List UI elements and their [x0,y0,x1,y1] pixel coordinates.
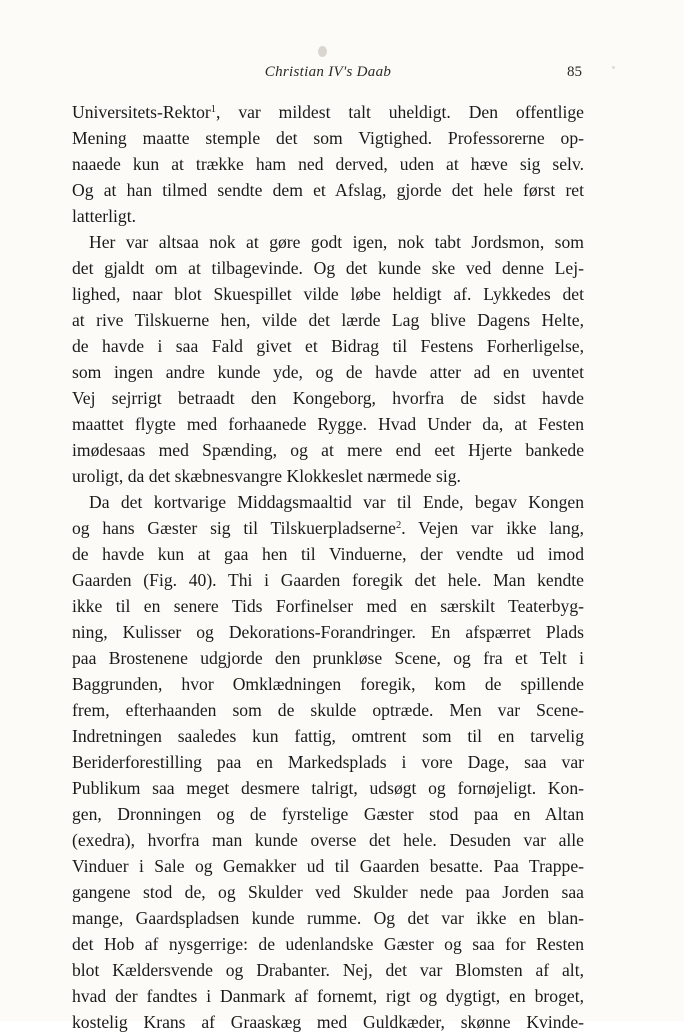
text-line [72,255,584,281]
text-run: Baggrunden, hvor Omklædningen foregik, kom de spillende [72,674,584,694]
text-line [72,177,584,203]
text-line [72,697,584,723]
text-line [72,749,584,775]
text-run: og hans Gæster sig til Tilskuerpladserne [72,518,396,538]
text-run: Her var altsaa nok at gøre godt igen, nok tabt Jordsmon, som [89,232,584,252]
text-line [72,203,584,229]
text-line [72,801,584,827]
text-line [72,125,584,151]
footnote-marker: 1 [210,104,217,116]
text-line [72,359,584,385]
running-title: Christian IV's Daab [264,64,392,80]
paper-blemish [318,46,327,57]
text-run: som ingen andre kunde yde, og de havde atter ad en uventet [72,362,584,382]
text-run: Publikum saa meget desmere talrigt, udsøgt og fornøjeligt. Kon- [72,778,584,798]
text-line [72,827,584,853]
text-line [72,931,584,957]
text-run: det Hob af nysgerrige: de udenlandske Gæster og saa for Resten [72,934,584,954]
text-line [72,411,584,437]
text-run: Vinduer i Sale og Gemakker ud til Gaarden besatte. Paa Trappe- [72,856,584,876]
text-run: mange, Gaardspladsen kunde rumme. Og det var ikke en blan- [72,908,584,928]
text-run: Indretningen saaledes kun fattig, omtrent som til en tarvelig [72,726,584,746]
text-run: gangene stod de, og Skulder ved Skulder nede paa Jorden saa [72,882,584,902]
text-run: (exedra), hvorfra man kunde overse det hele. Desuden var alle [72,830,584,850]
text-line [72,957,584,983]
text-line [72,879,584,905]
text-line [72,437,584,463]
text-run: at rive Tilskuerne hen, vilde det lærde Lag blive Dagens Helte, [72,310,584,330]
text-run: paa Brostenene udgjorde den prunkløse Scene, og fra et Telt i [72,648,584,668]
text-line [72,333,584,359]
text-run: det gjaldt om at tilbagevinde. Og det kunde ske ved denne Lej- [72,258,584,278]
text-line [72,99,584,125]
text-run: de havde kun at gaa hen til Vinduerne, der vendte ud imod [72,544,584,564]
text-line [72,1009,584,1035]
text-line [72,489,584,515]
text-line [72,983,584,1009]
paper-blemish [612,66,615,69]
text-line [72,229,584,255]
text-run: Da det kortvarige Middagsmaaltid var til Ende, begav Kongen [89,492,584,512]
text-run: Universitets-Rektor [72,102,211,122]
text-line [72,515,584,541]
text-run: Og at han tilmed sendte dem et Afslag, gjorde det hele først ret [72,180,584,200]
text-line [72,385,584,411]
page-number: 85 [567,64,582,80]
text-run: Gaarden (Fig. 40). Thi i Gaarden foregik det hele. Man kendte [72,570,584,590]
text-run: Beriderforestilling paa en Markedsplads i vore Dage, saa var [72,752,584,772]
footnote-marker: 2 [395,520,402,532]
text-run: gen, Dronningen og de fyrstelige Gæster stod paa en Altan [72,804,584,824]
text-line [72,541,584,567]
text-line [72,463,584,489]
text-run: uroligt, da det skæbnesvangre Klokkeslet nærmede sig. [72,466,461,486]
text-line [72,619,584,645]
text-run: lighed, naar blot Skuespillet vilde løbe heldigt af. Lykkedes det [72,284,584,304]
text-run: maattet flygte med forhaanede Rygge. Hvad Under da, at Festen [72,414,584,434]
text-run: Mening maatte stemple det som Vigtighed. Professorerne op- [72,128,584,148]
text-run: . Vejen var ikke lang, [401,518,584,538]
text-line [72,853,584,879]
text-run: kostelig Krans af Graaskæg med Guldkæder, skønne Kvinde- [72,1012,584,1032]
text-line [72,567,584,593]
text-run: frem, efterhaanden som de skulde optræde. Men var Scene- [72,700,584,720]
text-line [72,645,584,671]
text-run: de havde i saa Fald givet et Bidrag til Festens Forherligelse, [72,336,584,356]
text-line [72,723,584,749]
text-run: ning, Kulisser og Dekorations-Forandringer. En afspærret Plads [72,622,584,642]
text-line [72,307,584,333]
text-line [72,905,584,931]
text-run: imødesaas med Spænding, og at mere end eet Hjerte bankede [72,440,584,460]
text-run: Vej sejrrigt betraadt den Kongeborg, hvorfra de sidst havde [72,388,584,408]
text-line [72,671,584,697]
text-run: ikke til en senere Tids Forfinelser med en særskilt Teaterbyg- [72,596,584,616]
text-line [72,281,584,307]
text-run: , var mildest talt uheldigt. Den offentlige [216,102,584,122]
text-run: hvad der fandtes i Danmark af fornemt, rigt og dygtigt, en broget, [72,986,584,1006]
text-run: naaede kun at trække ham ned derved, uden at hæve sig selv. [72,154,584,174]
text-line [72,775,584,801]
running-head [72,64,584,84]
text-run: blot Kældersvende og Drabanter. Nej, det var Blomsten af alt, [72,960,584,980]
text-run: latterligt. [72,206,137,226]
text-line [72,151,584,177]
body-text [72,99,584,1035]
text-line [72,593,584,619]
